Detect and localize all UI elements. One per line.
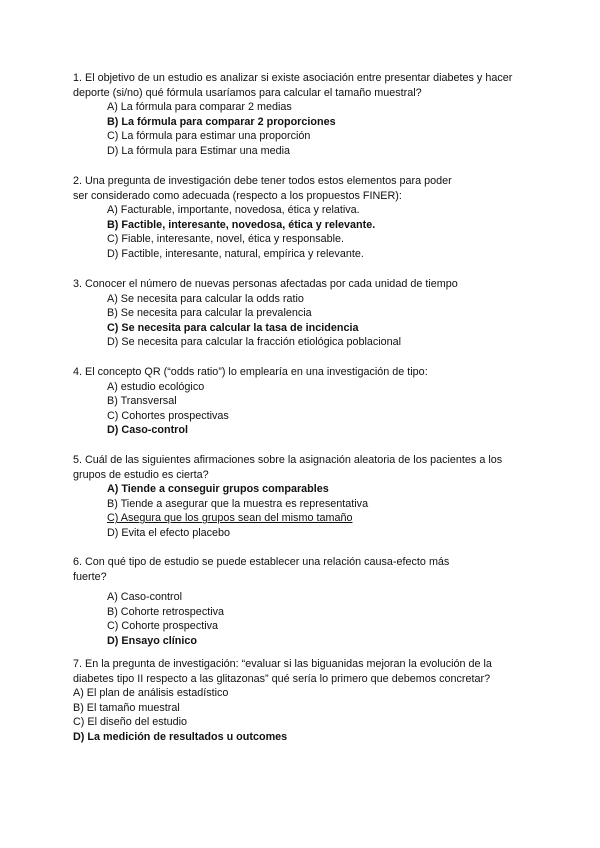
question-5-option-a: A) Tiende a conseguir grupos comparables: [107, 483, 329, 496]
question-7-stem-line-2: diabetes tipo II respecto a las glitazonas” qué sería lo primero que debemos concretar?: [73, 672, 491, 685]
question-3-stem: [73, 277, 543, 292]
question-4-options: [73, 380, 543, 438]
question-5-options: [73, 482, 543, 540]
question-3: [73, 277, 543, 350]
question-1-stem-line-1: 1. El objetivo de un estudio es analizar si existe asociación entre presentar diabetes y hacer: [73, 72, 513, 84]
question-2: [73, 174, 543, 262]
question-5-option-c: C) Asegura que los grupos sean del mismo tamaño: [107, 512, 353, 525]
question-7: [73, 657, 543, 745]
question-4-option-b: B) Transversal: [107, 395, 177, 408]
question-6: [73, 555, 543, 649]
question-5-option-d: D) Evita el efecto placebo: [107, 526, 231, 539]
question-7-stem-line-1: 7. En la pregunta de investigación: “evaluar si las biguanidas mejoran la evolución de la: [73, 658, 492, 670]
question-2-stem-line-1: 2. Una pregunta de investigación debe tener todos estos elementos para poder: [73, 175, 452, 187]
question-2-option-b: B) Factible, interesante, novedosa, ética y relevante.: [107, 218, 376, 231]
question-3-options: [73, 292, 543, 350]
question-1-stem-line-2: deporte (si/no) qué fórmula usaríamos para calcular el tamaño muestral?: [73, 86, 422, 99]
question-3-option-d: D) Se necesita para calcular la fracción etiológica poblacional: [107, 336, 402, 349]
question-6-stem: [73, 555, 543, 584]
question-2-option-c: C) Fiable, interesante, novel, ética y responsable.: [107, 233, 345, 246]
question-6-option-b: B) Cohorte retrospectiva: [107, 605, 225, 618]
question-6-option-d: D) Ensayo clínico: [107, 634, 197, 647]
question-1-stem: [73, 71, 543, 100]
question-2-options: [73, 203, 543, 261]
question-6-stem-line-2: fuerte?: [73, 570, 107, 583]
question-4: [73, 365, 543, 438]
question-1-options: [73, 100, 543, 158]
question-4-option-c: C) Cohortes prospectivas: [107, 409, 229, 422]
question-7-option-c: C) El diseño del estudio: [73, 716, 188, 729]
question-2-stem: [73, 174, 543, 203]
question-6-stem-line-1: 6. Con qué tipo de estudio se puede establecer una relación causa-efecto más: [73, 556, 450, 568]
question-1-option-b: B) La fórmula para comparar 2 proporciones: [107, 115, 336, 128]
question-1-option-a: A) La fórmula para comparar 2 medias: [107, 101, 292, 114]
question-3-option-b: B) Se necesita para calcular la prevalencia: [107, 307, 312, 320]
question-3-stem-line-1: 3. Conocer el número de nuevas personas afectadas por cada unidad de tiempo: [73, 278, 458, 290]
question-3-option-a: A) Se necesita para calcular la odds ratio: [107, 292, 304, 305]
question-4-stem: [73, 365, 543, 380]
question-1: [73, 71, 543, 159]
question-5-option-b: B) Tiende a asegurar que la muestra es representativa: [107, 497, 369, 510]
question-2-stem-line-2: ser considerado como adecuada (respecto a los propuestos FINER):: [73, 189, 402, 202]
question-5: [73, 453, 543, 541]
question-6-option-c: C) Cohorte prospectiva: [107, 620, 219, 633]
question-4-option-d: D) Caso-control: [107, 424, 188, 437]
question-7-stem: [73, 657, 543, 686]
question-7-options: [73, 686, 543, 744]
question-3-option-c: C) Se necesita para calcular la tasa de incidencia: [107, 321, 359, 334]
question-4-option-a: A) estudio ecológico: [107, 380, 205, 393]
question-7-option-b: B) El tamaño muestral: [73, 701, 180, 714]
question-4-stem-line-1: 4. El concepto QR (“odds ratio”) lo emplearía en una investigación de tipo:: [73, 366, 428, 378]
question-5-stem-line-2: grupos de estudio es cierta?: [73, 468, 209, 481]
question-2-option-d: D) Factible, interesante, natural, empírica y relevante.: [107, 247, 364, 260]
question-1-option-d: D) La fórmula para Estimar una media: [107, 144, 291, 157]
question-1-option-c: C) La fórmula para estimar una proporción: [107, 130, 311, 143]
question-2-option-a: A) Facturable, importante, novedosa, ética y relativa.: [107, 204, 360, 217]
question-6-options: [73, 590, 543, 648]
question-5-stem: [73, 453, 543, 482]
question-5-stem-line-1: 5. Cuál de las siguientes afirmaciones sobre la asignación aleatoria de los pacientes a los: [73, 454, 503, 466]
question-7-option-d: D) La medición de resultados u outcomes: [73, 730, 288, 743]
question-7-option-a: A) El plan de análisis estadístico: [73, 687, 229, 700]
question-6-option-a: A) Caso-control: [107, 591, 183, 604]
